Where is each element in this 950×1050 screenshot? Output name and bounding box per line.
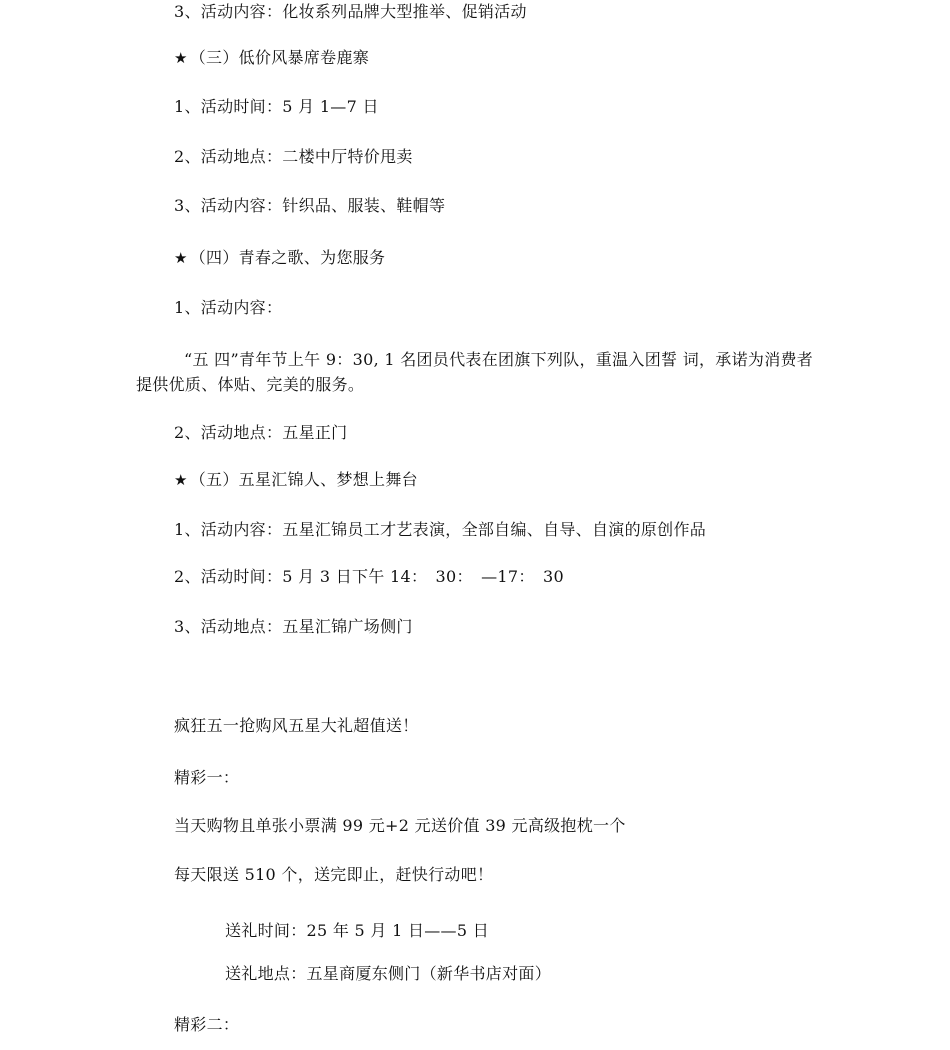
highlight-one-label: 精彩一： (174, 768, 240, 787)
star-icon: ★ (174, 49, 188, 67)
activity-time-line: 2、活动时间：5 月 3 日下午 14： 30： —17： 30 (174, 567, 564, 586)
daily-limit-line: 每天限送 510 个，送完即止，赶快行动吧！ (174, 865, 494, 884)
section-heading-text: （五）五星汇锦人、梦想上舞台 (189, 470, 418, 489)
activity-time-line: 1、活动时间：5 月 1—7 日 (174, 97, 379, 116)
gift-time-line: 送礼时间：25 年 5 月 1 日——5 日 (225, 921, 490, 940)
activity-location-line: 2、活动地点：五星正门 (174, 423, 348, 442)
section-heading-four (174, 247, 385, 269)
activity-content-label: 1、活动内容： (174, 298, 283, 317)
section-heading-text: （三）低价风暴席卷鹿寨 (189, 48, 370, 67)
purchase-gift-line: 当天购物且单张小票满 99 元+2 元送价值 39 元高级抱枕一个 (174, 816, 626, 835)
star-icon: ★ (174, 249, 188, 267)
activity-location-line: 3、活动地点：五星汇锦广场侧门 (174, 617, 413, 636)
activity-content-line: 1、活动内容：五星汇锦员工才艺表演，全部自编、自导、自演的原创作品 (174, 520, 707, 539)
activity-content-line: 3、活动内容：化妆系列品牌大型推举、促销活动 (174, 2, 527, 21)
youth-day-paragraph: “五 四”青年节上午 9：30, 1 名团员代表在团旗下列队，重温入团誓 词，承诺为消费者提供优质、体贴、完美的服务。 (136, 350, 814, 394)
activity-content-line: 3、活动内容：针织品、服装、鞋帽等 (174, 196, 446, 215)
gift-location-line: 送礼地点：五星商厦东侧门（新华书店对面） (225, 964, 552, 983)
promo-headline: 疯狂五一抢购风五星大礼超值送！ (174, 716, 419, 735)
section-heading-three (174, 47, 369, 69)
section-heading-five (174, 469, 418, 491)
section-heading-text: （四）青春之歌、为您服务 (189, 248, 386, 267)
highlight-two-label: 精彩二： (174, 1015, 240, 1034)
activity-location-line: 2、活动地点：二楼中厅特价甩卖 (174, 147, 413, 166)
star-icon: ★ (174, 471, 188, 489)
